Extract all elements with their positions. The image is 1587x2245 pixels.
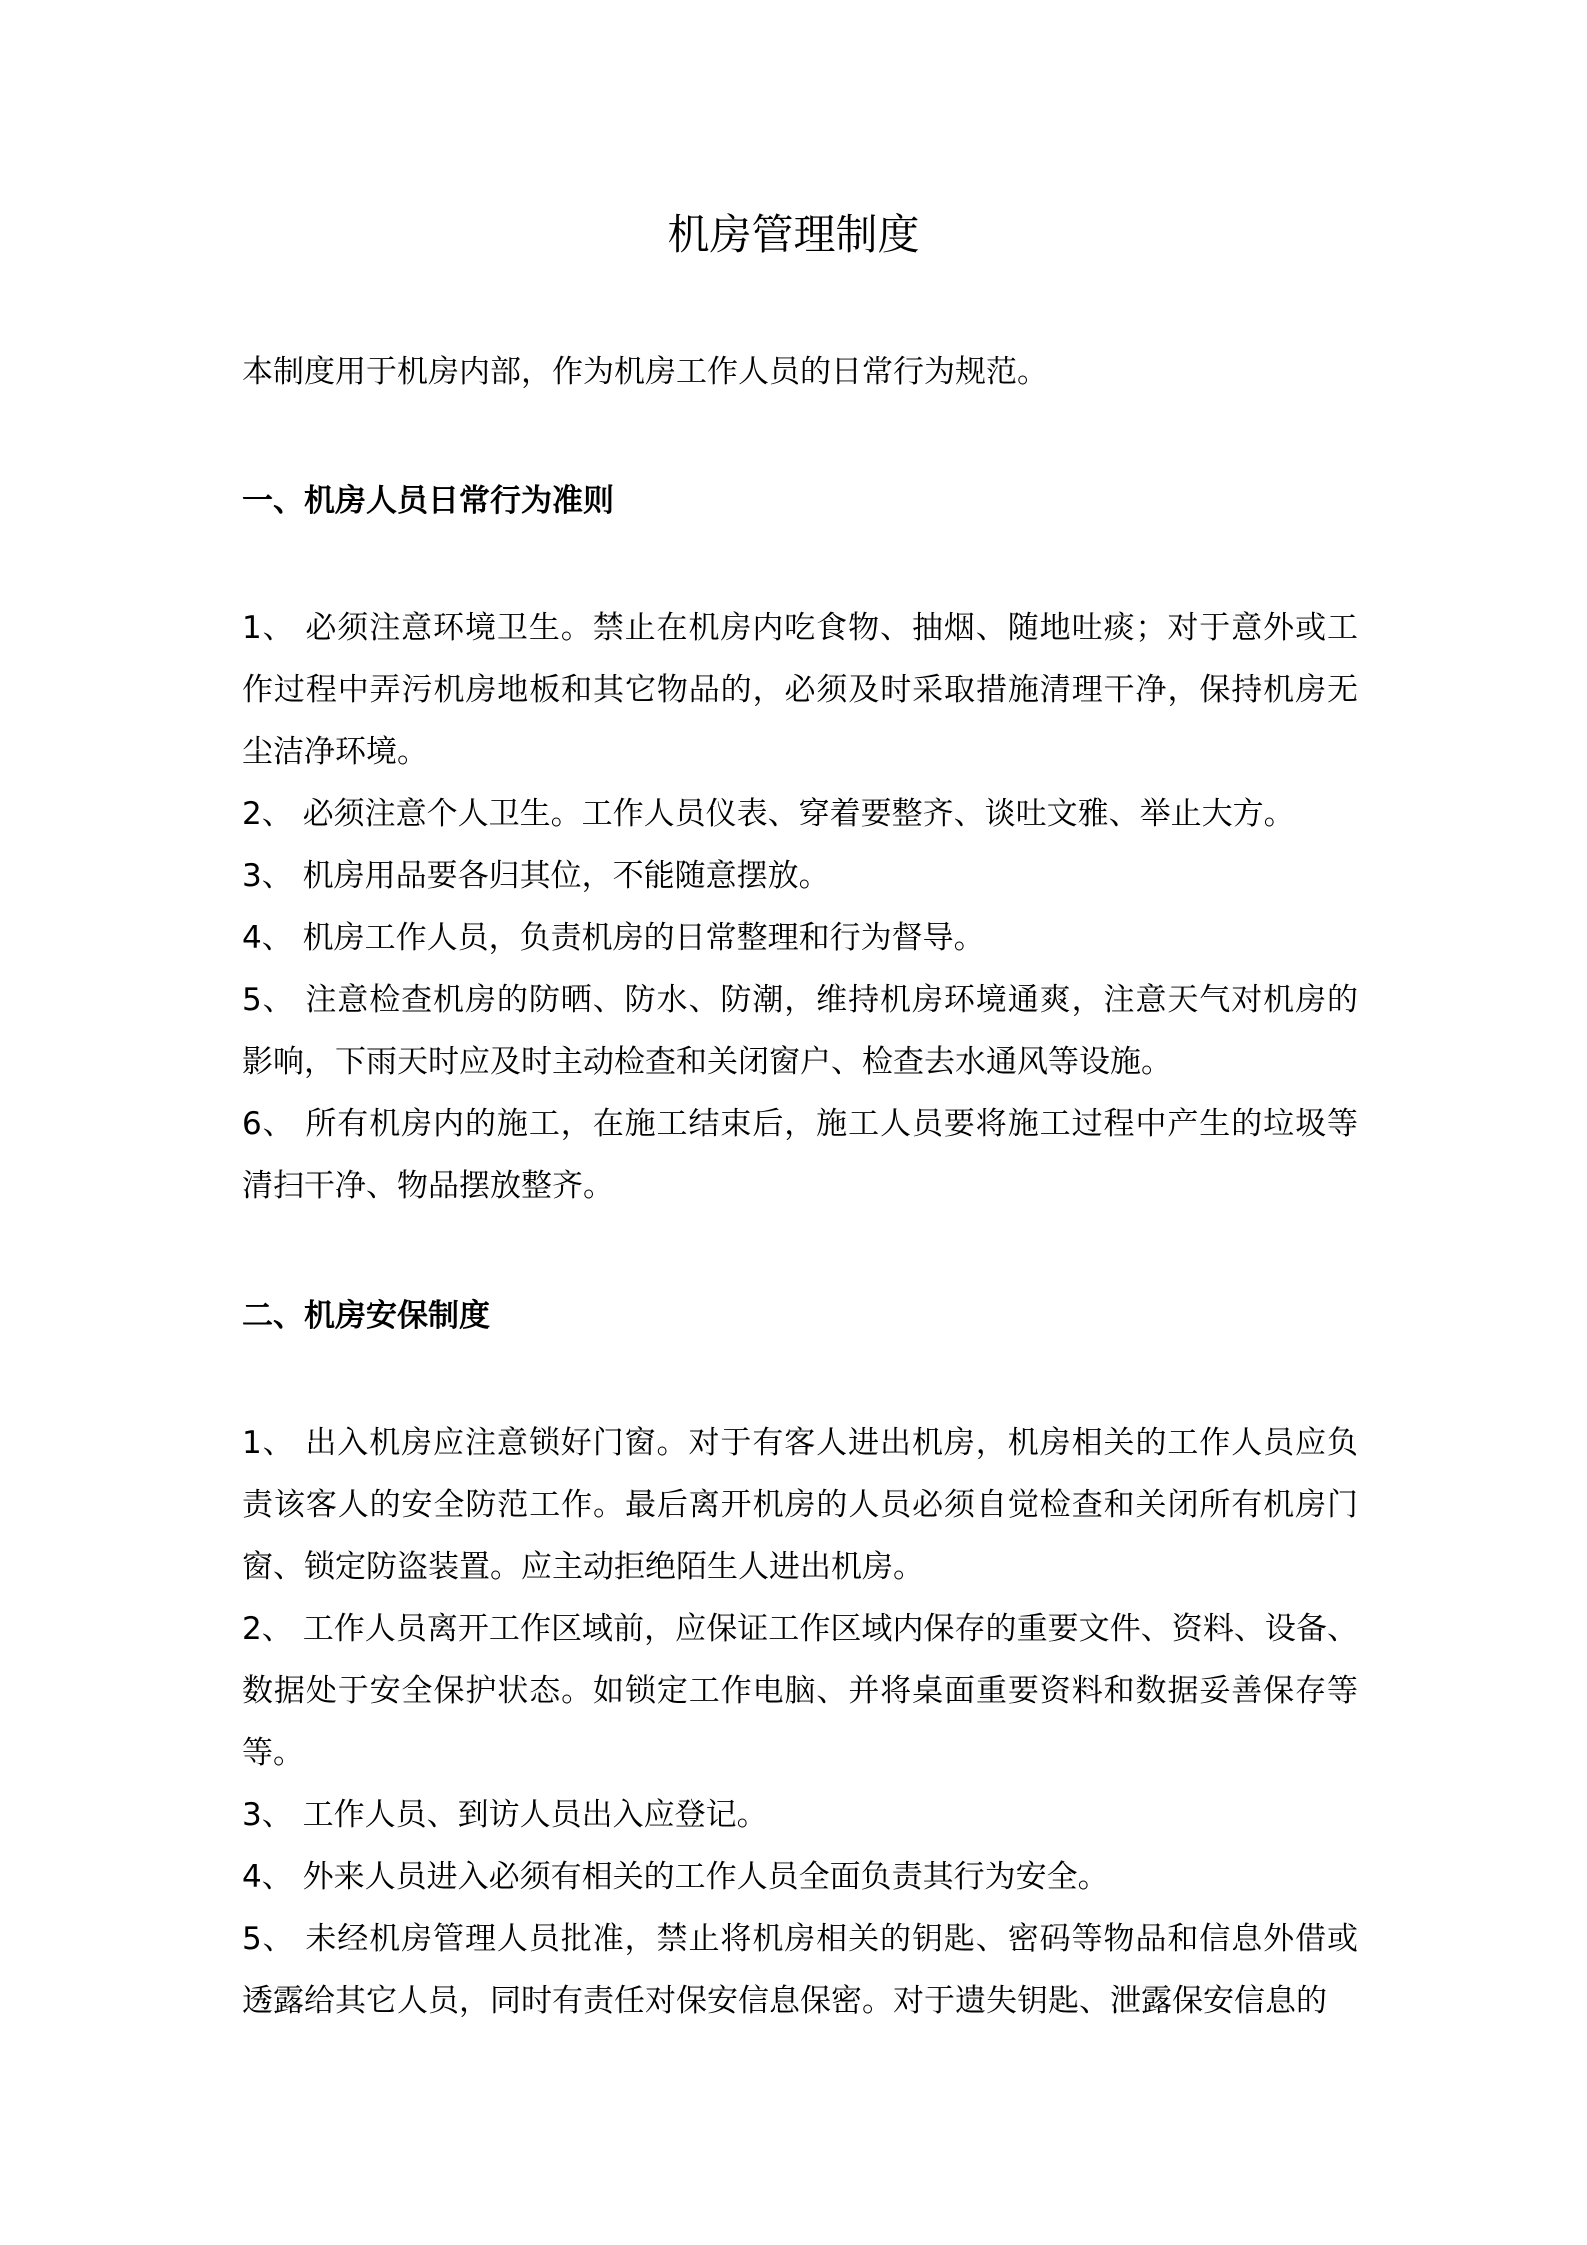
list-item xyxy=(242,1784,1358,1846)
list-item-line: 数据处于安全保护状态。如锁定工作电脑、并将桌面重要资料和数据妥善保存等 xyxy=(242,1673,1358,1709)
list-item-line: 影响，下雨天时应及时主动检查和关闭窗户、检查去水通风等设施。 xyxy=(242,1044,1172,1080)
list-item-line: 1、 出入机房应注意锁好门窗。对于有客人进出机房，机房相关的工作人员应负 xyxy=(242,1425,1358,1461)
list-item-line: 4、 机房工作人员，负责机房的日常整理和行为督导。 xyxy=(242,920,985,956)
document-title: 机房管理制度 xyxy=(667,210,920,259)
list-item-line: 窗、锁定防盗装置。应主动拒绝陌生人进出机房。 xyxy=(242,1549,924,1585)
list-item-line: 6、 所有机房内的施工，在施工结束后，施工人员要将施工过程中产生的垃圾等 xyxy=(242,1106,1358,1142)
section-heading-text: 一、机房人员日常行为准则 xyxy=(242,483,614,519)
list-item-line: 3、 工作人员、到访人员出入应登记。 xyxy=(242,1797,768,1833)
section-heading-text: 二、机房安保制度 xyxy=(242,1298,490,1334)
list-item xyxy=(242,907,1358,969)
list-item xyxy=(242,1412,1358,1598)
section2-heading xyxy=(242,1285,1358,1347)
list-item xyxy=(242,1598,1358,1784)
list-item xyxy=(242,783,1358,845)
list-item-line: 5、 未经机房管理人员批准，禁止将机房相关的钥匙、密码等物品和信息外借或 xyxy=(242,1921,1358,1957)
list-item xyxy=(242,1846,1358,1908)
section2-items xyxy=(242,1412,1358,2032)
list-item xyxy=(242,1908,1358,2032)
list-item xyxy=(242,1093,1358,1217)
section1-heading xyxy=(242,470,1358,532)
list-item-line: 作过程中弄污机房地板和其它物品的，必须及时采取措施清理干净，保持机房无 xyxy=(242,672,1358,708)
list-item-line: 2、 必须注意个人卫生。工作人员仪表、穿着要整齐、谈吐文雅、举止大方。 xyxy=(242,796,1295,832)
list-item-line: 5、 注意检查机房的防晒、防水、防潮，维持机房环境通爽，注意天气对机房的 xyxy=(242,982,1358,1018)
list-item-line: 1、 必须注意环境卫生。禁止在机房内吃食物、抽烟、随地吐痰；对于意外或工 xyxy=(242,610,1358,646)
list-item-line: 3、 机房用品要各归其位，不能随意摆放。 xyxy=(242,858,830,894)
list-item xyxy=(242,597,1358,783)
list-item-line: 4、 外来人员进入必须有相关的工作人员全面负责其行为安全。 xyxy=(242,1859,1109,1895)
intro-text: 本制度用于机房内部，作为机房工作人员的日常行为规范。 xyxy=(242,354,1048,390)
list-item-line: 尘洁净环境。 xyxy=(242,734,428,770)
list-item xyxy=(242,969,1358,1093)
list-item-line: 责该客人的安全防范工作。最后离开机房的人员必须自觉检查和关闭所有机房门 xyxy=(242,1487,1358,1523)
list-item-line: 透露给其它人员，同时有责任对保安信息保密。对于遗失钥匙、泄露保安信息的 xyxy=(242,1983,1327,2019)
list-item-line: 2、 工作人员离开工作区域前，应保证工作区域内保存的重要文件、资料、设备、 xyxy=(242,1611,1358,1647)
list-item xyxy=(242,845,1358,907)
list-item-line: 等。 xyxy=(242,1735,304,1771)
list-item-line: 清扫干净、物品摆放整齐。 xyxy=(242,1168,614,1204)
intro-paragraph xyxy=(242,341,1358,403)
section1-items xyxy=(242,597,1358,1217)
